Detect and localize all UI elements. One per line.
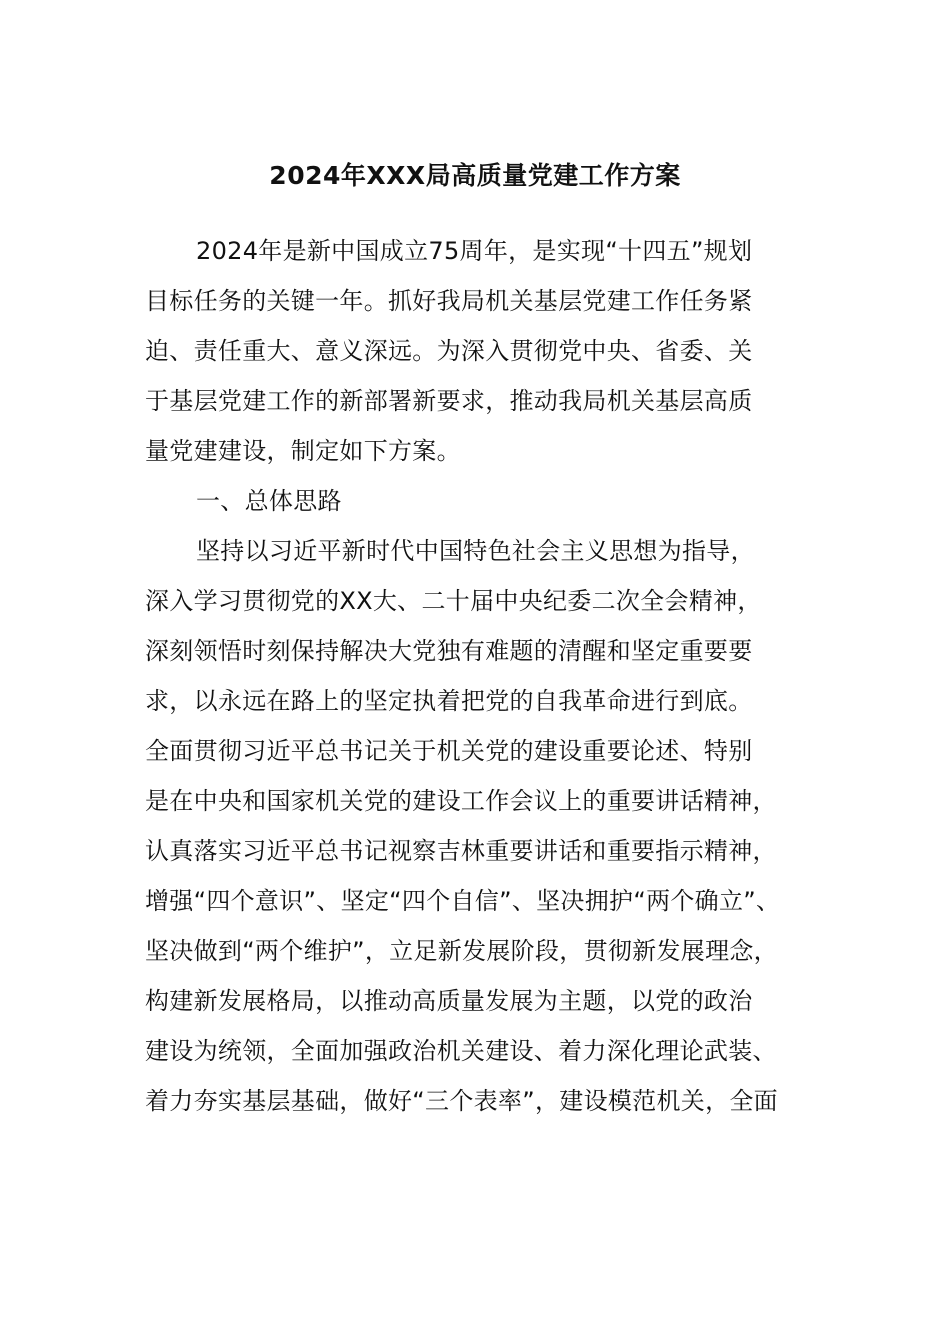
paragraph-line: 增强“四个意识”、坚定“四个自信”、坚决拥护“两个确立”、 [145, 887, 781, 915]
paragraph-line: 构建新发展格局，以推动高质量发展为主题，以党的政治 [145, 987, 753, 1015]
section-heading: 一、总体思路 [196, 487, 342, 515]
paragraph-line: 全面贯彻习近平总书记关于机关党的建设重要论述、特别 [145, 737, 753, 765]
paragraph-line: 求，以永远在路上的坚定执着把党的自我革命进行到底。 [145, 687, 753, 715]
paragraph-line: 坚决做到“两个维护”，立足新发展阶段，贯彻新发展理念， [145, 937, 778, 965]
paragraph-line: 于基层党建工作的新部署新要求，推动我局机关基层高质 [145, 387, 753, 415]
paragraph-line: 目标任务的关键一年。抓好我局机关基层党建工作任务紧 [145, 287, 753, 315]
paragraph-line: 2024年是新中国成立75周年，是实现“十四五”规划 [196, 237, 753, 265]
paragraph-line: 认真落实习近平总书记视察吉林重要讲话和重要指示精神， [145, 837, 777, 865]
paragraph-line: 深刻领悟时刻保持解决大党独有难题的清醒和坚定重要要 [145, 637, 753, 665]
paragraph-line: 量党建建设，制定如下方案。 [145, 437, 461, 465]
paragraph-line: 着力夯实基层基础，做好“三个表率”，建设模范机关，全面 [145, 1087, 778, 1115]
paragraph-line: 坚持以习近平新时代中国特色社会主义思想为指导， [196, 537, 755, 565]
paragraph-line: 深入学习贯彻党的XX大、二十届中央纪委二次全会精神， [145, 587, 762, 615]
paragraph-line: 建设为统领，全面加强政治机关建设、着力深化理论武装、 [145, 1037, 777, 1065]
paragraph-line: 迫、责任重大、意义深远。为深入贯彻党中央、省委、关 [145, 337, 753, 365]
document-title: 2024年XXX局高质量党建工作方案 [269, 161, 681, 190]
paragraph-line: 是在中央和国家机关党的建设工作会议上的重要讲话精神， [145, 787, 777, 815]
